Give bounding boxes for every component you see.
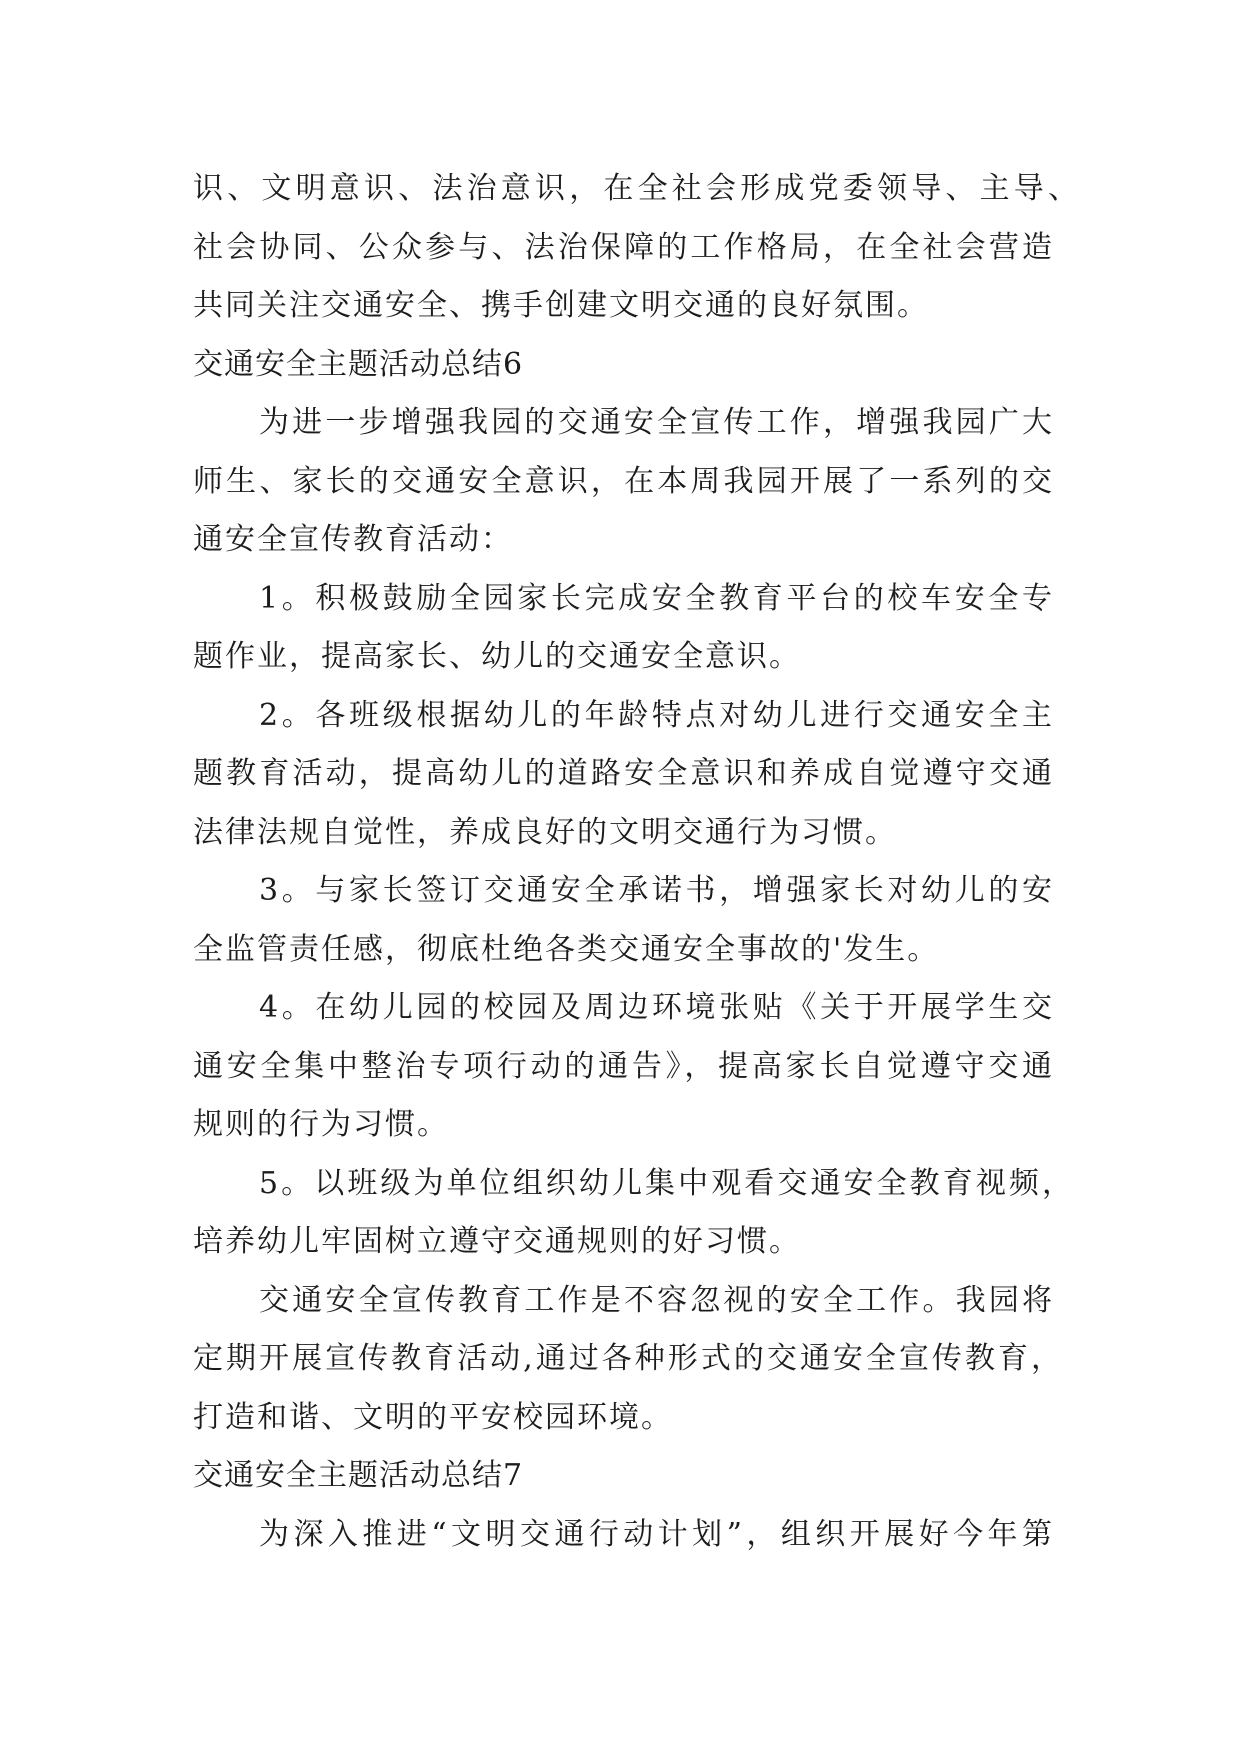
paragraph-line: 培养幼儿牢固树立遵守交通规则的好习惯。 <box>193 1224 801 1259</box>
paragraph-line: 社会协同、公众参与、法治保障的工作格局，在全社会营造 <box>193 229 1054 265</box>
paragraph-line: 通安全宣传教育活动： <box>193 522 513 557</box>
paragraph-line: 通安全集中整治专项行动的通告》，提高家长自觉遵守交通 <box>193 1048 1054 1084</box>
paragraph-line: 识、文明意识、法治意识，在全社会形成党委领导、主导、 <box>193 171 1080 206</box>
section-6-closing-paragraph <box>193 1272 1063 1448</box>
paragraph-line: 为进一步增强我园的交通安全宣传工作，增强我园广大 <box>259 405 1054 440</box>
section-6-intro-paragraph <box>193 394 1054 570</box>
paragraph-line: 全监管责任感，彻底杜绝各类交通安全事故的'发生。 <box>193 931 940 967</box>
paragraph-line: 法律法规自觉性，养成良好的文明交通行为习惯。 <box>193 814 897 850</box>
paragraph-line: 为深入推进“文明交通行动计划”，组织开展好今年第 <box>259 1516 1054 1552</box>
section-heading: 交通安全主题活动总结6 <box>193 346 524 382</box>
paragraph-line: 共同关注交通安全、携手创建文明交通的良好氛围。 <box>193 288 929 323</box>
paragraph-line: 3。与家长签订交通安全承诺书，增强家长对幼儿的安 <box>259 873 1054 908</box>
paragraph-line: 定期开展宣传教育活动,通过各种形式的交通安全宣传教育， <box>193 1341 1063 1376</box>
list-item <box>193 687 1054 863</box>
paragraph-line: 题教育活动，提高幼儿的道路安全意识和养成自觉遵守交通 <box>193 756 1054 791</box>
paragraph-line: 题作业，提高家长、幼儿的交通安全意识。 <box>193 639 801 674</box>
list-item <box>193 979 1054 1155</box>
list-item <box>193 570 1054 687</box>
list-item <box>193 1155 1074 1272</box>
paragraph-line: 4。在幼儿园的校园及周边环境张贴《关于开展学生交 <box>259 990 1054 1025</box>
paragraph-line: 1。积极鼓励全园家长完成安全教育平台的校车安全专 <box>259 580 1054 616</box>
document-body <box>193 160 1080 1564</box>
paragraph-line: 打造和谐、文明的平安校园环境。 <box>193 1399 673 1435</box>
paragraph-continued <box>193 160 1080 336</box>
section-7-intro-paragraph <box>193 1506 1054 1565</box>
list-item <box>193 862 1054 979</box>
paragraph-line: 师生、家长的交通安全意识，在本周我园开展了一系列的交 <box>193 463 1054 499</box>
paragraph-line: 5。以班级为单位组织幼儿集中观看交通安全教育视频， <box>259 1165 1074 1201</box>
paragraph-line: 规则的行为习惯。 <box>193 1107 449 1142</box>
paragraph-line: 交通安全宣传教育工作是不容忽视的安全工作。我园将 <box>259 1282 1054 1318</box>
paragraph-line: 2。各班级根据幼儿的年龄特点对幼儿进行交通安全主 <box>259 697 1054 733</box>
section-heading: 交通安全主题活动总结7 <box>193 1458 524 1493</box>
